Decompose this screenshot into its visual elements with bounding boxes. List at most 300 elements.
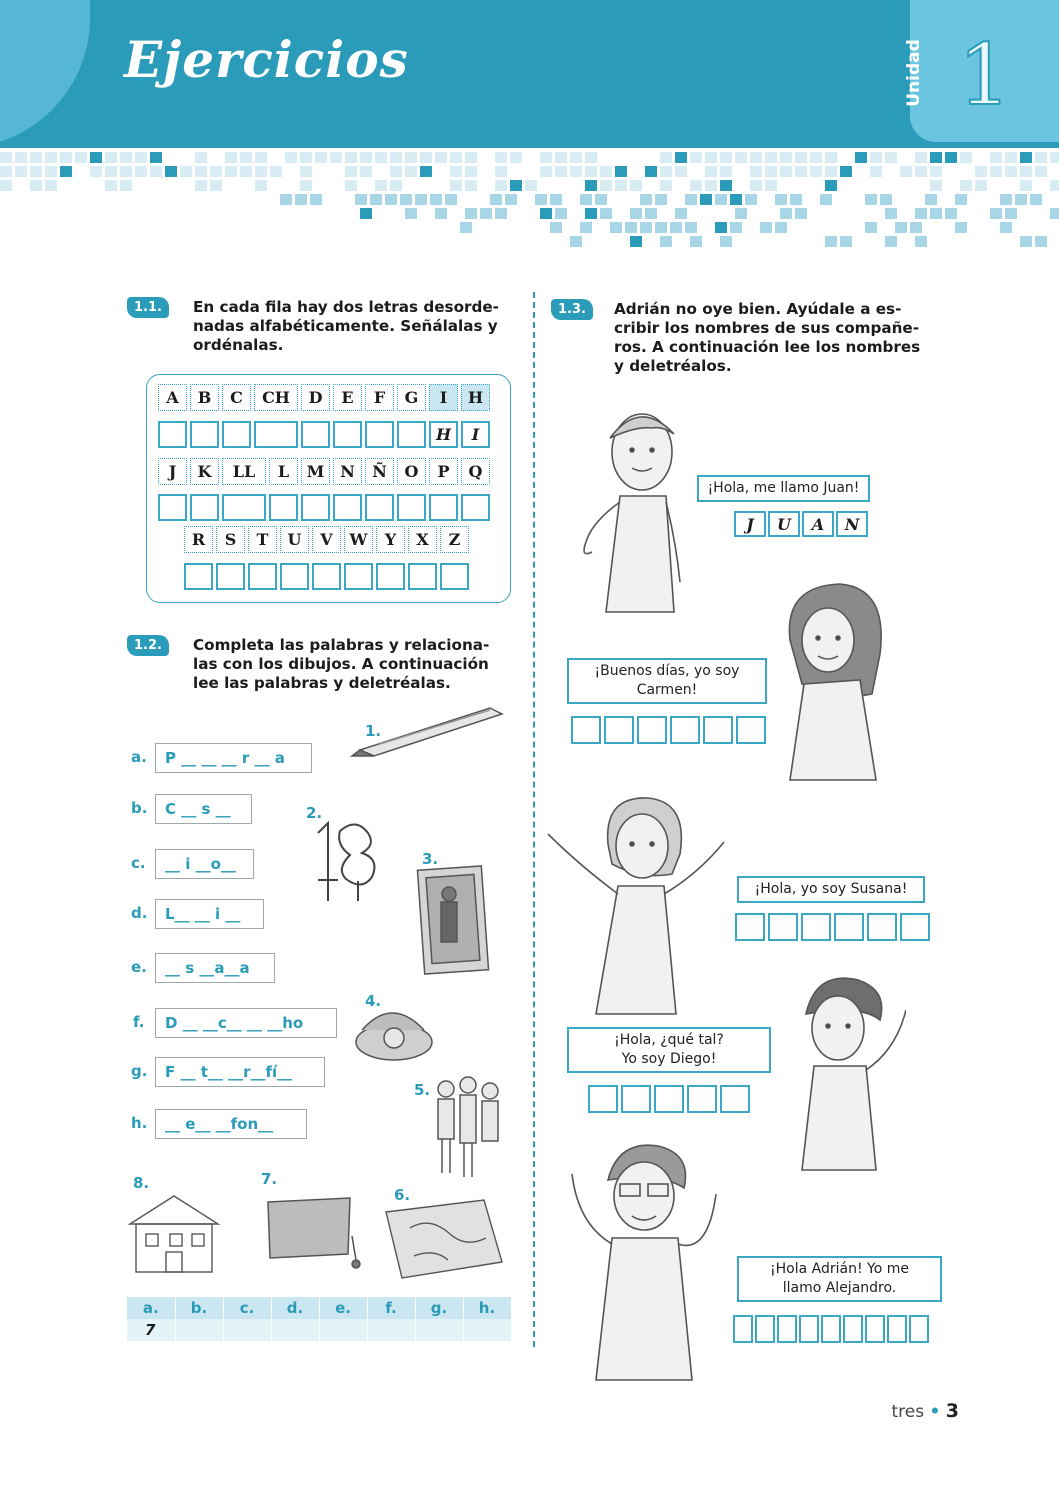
- pixel-square: [915, 236, 927, 247]
- spelling-box[interactable]: [571, 716, 601, 744]
- picture-number: 6.: [394, 1186, 411, 1204]
- spelling-box[interactable]: [621, 1085, 651, 1113]
- pixel-square: [795, 166, 807, 177]
- pixel-square: [360, 166, 372, 177]
- speech-bubble-diego: [567, 1027, 771, 1073]
- answer-box[interactable]: [190, 421, 219, 448]
- pixel-square: [775, 194, 787, 205]
- answer-row-2: [158, 494, 490, 521]
- speech-bubble-susana: [737, 876, 925, 903]
- pixel-square: [925, 194, 937, 205]
- pixel-square: [945, 152, 957, 163]
- pixel-square: [135, 166, 147, 177]
- pixel-square: [460, 222, 472, 233]
- letter-cell: S: [216, 526, 245, 553]
- blackboard-picture: [260, 1196, 370, 1276]
- pixel-square: [405, 166, 417, 177]
- answer-box[interactable]: [158, 494, 187, 521]
- pixel-square: [720, 236, 732, 247]
- pixel-square: [195, 180, 207, 191]
- answer-box[interactable]: [344, 563, 373, 590]
- word-box-f[interactable]: D __ __c__ __ __ho: [155, 1008, 337, 1038]
- pixel-square: [135, 152, 147, 163]
- pixel-square: [505, 194, 517, 205]
- pixel-square: [495, 152, 507, 163]
- pixel-square: [750, 166, 762, 177]
- pixel-square: [690, 180, 702, 191]
- letter-cell: X: [408, 526, 437, 553]
- pixel-square: [780, 208, 792, 219]
- answer-box[interactable]: H: [429, 421, 458, 448]
- pixel-square: [810, 152, 822, 163]
- pixel-square: [370, 194, 382, 205]
- pixel-square: [1035, 166, 1047, 177]
- spelling-box[interactable]: A: [802, 511, 834, 537]
- pixel-square: [630, 180, 642, 191]
- pixel-square: [865, 194, 877, 205]
- pixel-square: [0, 152, 12, 163]
- spelling-boxes-susana: [735, 913, 930, 941]
- letter-cell: T: [248, 526, 277, 553]
- answer-box[interactable]: [376, 563, 405, 590]
- answer-box[interactable]: [254, 421, 298, 448]
- pixel-square: [345, 166, 357, 177]
- spelling-box[interactable]: [900, 913, 930, 941]
- pixel-square: [400, 194, 412, 205]
- answer-box[interactable]: [222, 421, 251, 448]
- spelling-box[interactable]: [801, 913, 831, 941]
- pixel-square: [600, 180, 612, 191]
- pixel-square: [975, 166, 987, 177]
- pixel-square: [720, 166, 732, 177]
- exercise-1-2-instructions: [193, 636, 513, 693]
- letter-cell: Q: [461, 458, 490, 485]
- spelling-boxes-diego: [588, 1085, 750, 1113]
- answer-box[interactable]: [301, 421, 330, 448]
- girl-susana-illustration: [538, 794, 738, 1024]
- answer-box[interactable]: [440, 563, 469, 590]
- spelling-box[interactable]: U: [768, 511, 800, 537]
- pixel-square: [355, 194, 367, 205]
- answer-table-cell[interactable]: 7: [127, 1319, 175, 1341]
- pixel-square: [675, 208, 687, 219]
- pixel-square: [345, 180, 357, 191]
- instruction-line: ordénalas.: [193, 336, 284, 354]
- answer-box[interactable]: [461, 494, 490, 521]
- speech-text: ¡Buenos días, yo soy: [594, 663, 740, 679]
- letter-cell: Y: [376, 526, 405, 553]
- pixel-square: [255, 180, 267, 191]
- speech-text: ¡Hola, yo soy Susana!: [754, 881, 908, 897]
- pixel-square: [765, 180, 777, 191]
- pixel-square: [445, 194, 457, 205]
- word-box-d[interactable]: L__ __ i __: [155, 899, 264, 929]
- pixel-square: [855, 152, 867, 163]
- pixel-square: [360, 208, 372, 219]
- pixel-square: [675, 166, 687, 177]
- exercise-1-3-instructions: [614, 300, 944, 376]
- pixel-square: [210, 166, 222, 177]
- answer-table-cell[interactable]: [223, 1319, 271, 1341]
- pixel-square: [1000, 222, 1012, 233]
- pixel-square: [255, 152, 267, 163]
- letter-cell: M: [301, 458, 330, 485]
- pixel-square: [930, 208, 942, 219]
- pixel-square: [630, 208, 642, 219]
- answer-box[interactable]: I: [461, 421, 490, 448]
- pixel-square: [765, 152, 777, 163]
- pixel-square: [660, 180, 672, 191]
- pixel-square: [915, 166, 927, 177]
- pixel-square: [45, 180, 57, 191]
- pixel-square: [645, 208, 657, 219]
- page-word: tres: [891, 1402, 925, 1422]
- answer-box[interactable]: [312, 563, 341, 590]
- pixel-square: [880, 194, 892, 205]
- answer-box[interactable]: [301, 494, 330, 521]
- word-label-c: c.: [131, 854, 146, 872]
- pixel-square: [45, 166, 57, 177]
- picture-number: 5.: [414, 1081, 431, 1099]
- pixel-square: [760, 222, 772, 233]
- exercise-1-1-instructions: [193, 298, 513, 355]
- spelling-box[interactable]: [733, 1315, 753, 1343]
- pixel-square: [750, 152, 762, 163]
- answer-table-cell[interactable]: [319, 1319, 367, 1341]
- pixel-square: [495, 208, 507, 219]
- pixel-square: [730, 194, 742, 205]
- page-header: [0, 0, 1059, 148]
- letter-cell: U: [280, 526, 309, 553]
- spelling-box[interactable]: [755, 1315, 775, 1343]
- pixel-square: [195, 152, 207, 163]
- pixel-square: [810, 166, 822, 177]
- answer-box[interactable]: [333, 421, 362, 448]
- letter-cell: B: [190, 384, 219, 411]
- unit-label: Unidad: [904, 39, 924, 107]
- spelling-box[interactable]: [654, 1085, 684, 1113]
- pixel-square: [510, 180, 522, 191]
- spelling-box[interactable]: [867, 913, 897, 941]
- pixel-square: [705, 166, 717, 177]
- pixel-square: [300, 166, 312, 177]
- speech-bubble-alejandro: [737, 1256, 942, 1302]
- answer-table: [127, 1297, 512, 1341]
- instruction-line: y deletréalos.: [614, 357, 732, 375]
- pixel-square: [870, 152, 882, 163]
- pixel-square: [435, 208, 447, 219]
- spelling-box[interactable]: [720, 1085, 750, 1113]
- pixel-square: [1020, 180, 1032, 191]
- answer-box[interactable]: [397, 494, 426, 521]
- pixel-square: [730, 222, 742, 233]
- pixel-square: [930, 152, 942, 163]
- pixel-square: [715, 222, 727, 233]
- exercise-badge-1-3: 1.3.: [551, 299, 593, 320]
- word-label-h: h.: [131, 1114, 148, 1132]
- answer-table-header-cell: a.: [127, 1297, 175, 1319]
- pixel-square: [1005, 152, 1017, 163]
- boy-juan-illustration: [570, 402, 700, 632]
- pixel-square: [555, 152, 567, 163]
- speech-text: ¡Hola Adrián! Yo me: [770, 1261, 909, 1277]
- pixel-square: [195, 166, 207, 177]
- pen-picture: [350, 698, 510, 758]
- answer-box[interactable]: [408, 563, 437, 590]
- pixel-square: [550, 222, 562, 233]
- speech-text: llamo Alejandro.: [782, 1280, 897, 1296]
- column-divider: [533, 292, 535, 1347]
- word-box-b[interactable]: C __ s __: [155, 794, 252, 824]
- pixel-square: [615, 180, 627, 191]
- pixel-square: [15, 166, 27, 177]
- picture-number: 4.: [365, 992, 382, 1010]
- pixel-square: [105, 166, 117, 177]
- pixel-square: [405, 152, 417, 163]
- spelling-box[interactable]: [799, 1315, 819, 1343]
- answer-table-header-cell: g.: [415, 1297, 463, 1319]
- instruction-line: lee las palabras y deletréalas.: [193, 674, 451, 692]
- pixel-square: [750, 180, 762, 191]
- spelling-box[interactable]: [588, 1085, 618, 1113]
- pixel-square: [540, 152, 552, 163]
- pixel-square: [840, 236, 852, 247]
- pixel-square: [180, 166, 192, 177]
- spelling-box[interactable]: [777, 1315, 797, 1343]
- pixel-square: [1005, 208, 1017, 219]
- instruction-line: Completa las palabras y relaciona-: [193, 636, 490, 654]
- answer-box[interactable]: [365, 494, 394, 521]
- answer-box[interactable]: [429, 494, 458, 521]
- answer-box[interactable]: [184, 563, 213, 590]
- pixel-square: [610, 222, 622, 233]
- answer-box[interactable]: [333, 494, 362, 521]
- pixel-square: [1035, 236, 1047, 247]
- pixel-square: [790, 194, 802, 205]
- letter-cell: V: [312, 526, 341, 553]
- instruction-line: En cada fila hay dos letras desorde-: [193, 298, 499, 316]
- answer-box[interactable]: [365, 421, 394, 448]
- pixel-square: [580, 194, 592, 205]
- speech-text: Carmen!: [636, 682, 698, 698]
- picture-number: 7.: [261, 1170, 278, 1188]
- answer-table-cell[interactable]: [463, 1319, 511, 1341]
- pixel-square: [675, 152, 687, 163]
- pixel-square: [870, 166, 882, 177]
- spelling-box[interactable]: J: [734, 511, 766, 537]
- picture-number: 8.: [133, 1174, 150, 1192]
- pixel-square: [885, 152, 897, 163]
- pixel-square: [780, 166, 792, 177]
- pixel-square: [945, 208, 957, 219]
- pixel-square: [885, 208, 897, 219]
- spelling-box[interactable]: [834, 913, 864, 941]
- spelling-box[interactable]: [843, 1315, 863, 1343]
- boy-diego-illustration: [776, 970, 906, 1180]
- letter-cell: F: [365, 384, 394, 411]
- word-label-e: e.: [131, 958, 147, 976]
- pixel-square: [825, 152, 837, 163]
- answer-table-cell[interactable]: [415, 1319, 463, 1341]
- pixel-square: [375, 152, 387, 163]
- pixel-square: [255, 166, 267, 177]
- pixel-square: [120, 152, 132, 163]
- pixel-square: [240, 152, 252, 163]
- spelling-boxes-juan: [734, 511, 868, 537]
- pixel-square: [225, 152, 237, 163]
- pixel-square: [655, 222, 667, 233]
- pixel-square: [585, 152, 597, 163]
- word-box-h[interactable]: __ e__ __fon__: [155, 1109, 307, 1139]
- spelling-box[interactable]: [670, 716, 700, 744]
- pixel-square: [700, 194, 712, 205]
- pixel-square: [555, 166, 567, 177]
- word-label-a: a.: [131, 748, 147, 766]
- answer-box[interactable]: [216, 563, 245, 590]
- pixel-square: [570, 166, 582, 177]
- pixel-square: [840, 166, 852, 177]
- answer-table-header-cell: e.: [319, 1297, 367, 1319]
- answer-box[interactable]: [397, 421, 426, 448]
- speech-bubble-carmen: [567, 658, 767, 704]
- pixel-square: [165, 166, 177, 177]
- instruction-line: cribir los nombres de sus compañe-: [614, 319, 920, 337]
- instruction-line: ros. A continuación lee los nombres: [614, 338, 921, 356]
- pixel-square: [660, 152, 672, 163]
- spelling-box[interactable]: [687, 1085, 717, 1113]
- pixel-square: [715, 194, 727, 205]
- map-picture: [380, 1198, 510, 1282]
- header-decoration: [0, 0, 90, 148]
- pixel-square: [225, 166, 237, 177]
- pixel-square: [955, 222, 967, 233]
- pixel-square: [150, 166, 162, 177]
- pixel-decoration-band: [0, 148, 1059, 258]
- pixel-square: [490, 194, 502, 205]
- pixel-square: [825, 236, 837, 247]
- pixel-square: [420, 152, 432, 163]
- spelling-box[interactable]: [604, 716, 634, 744]
- page-title: Ejercicios: [124, 30, 409, 89]
- pixel-square: [105, 152, 117, 163]
- pixel-square: [525, 180, 537, 191]
- pixel-square: [990, 152, 1002, 163]
- word-label-d: d.: [131, 904, 148, 922]
- spelling-box[interactable]: [821, 1315, 841, 1343]
- answer-table-cell[interactable]: [271, 1319, 319, 1341]
- pixel-square: [570, 236, 582, 247]
- pixel-square: [975, 180, 987, 191]
- pixel-square: [645, 166, 657, 177]
- instruction-line: nadas alfabéticamente. Señálalas y: [193, 317, 498, 335]
- pixel-square: [765, 166, 777, 177]
- pixel-square: [930, 166, 942, 177]
- pixel-square: [640, 222, 652, 233]
- answer-box[interactable]: [248, 563, 277, 590]
- boy-alejandro-illustration: [552, 1140, 732, 1390]
- spelling-box[interactable]: [703, 716, 733, 744]
- pixel-square: [120, 166, 132, 177]
- house-picture: [118, 1188, 228, 1278]
- pixel-square: [990, 208, 1002, 219]
- letter-cell: CH: [254, 384, 298, 411]
- pixel-square: [735, 152, 747, 163]
- answer-box[interactable]: [280, 563, 309, 590]
- letter-row-1: [158, 384, 490, 411]
- pixel-square: [720, 152, 732, 163]
- spelling-box[interactable]: N: [836, 511, 868, 537]
- letter-row-3: [184, 526, 469, 553]
- pixel-square: [990, 166, 1002, 177]
- pixel-square: [1020, 152, 1032, 163]
- pixel-square: [75, 152, 87, 163]
- spelling-box[interactable]: [865, 1315, 885, 1343]
- pixel-square: [915, 152, 927, 163]
- pixel-square: [1020, 236, 1032, 247]
- pixel-square: [510, 152, 522, 163]
- pixel-square: [685, 194, 697, 205]
- pixel-square: [285, 152, 297, 163]
- pixel-square: [120, 180, 132, 191]
- pixel-square: [960, 152, 972, 163]
- answer-box[interactable]: [222, 494, 266, 521]
- pixel-square: [450, 152, 462, 163]
- pixel-square: [670, 222, 682, 233]
- speech-text: ¡Hola, ¿qué tal?: [614, 1032, 724, 1048]
- letter-cell: C: [222, 384, 251, 411]
- spelling-box[interactable]: [768, 913, 798, 941]
- pixel-square: [30, 180, 42, 191]
- pixel-square: [30, 166, 42, 177]
- spelling-box[interactable]: [637, 716, 667, 744]
- telephone-picture: [352, 1000, 434, 1064]
- pixel-square: [465, 166, 477, 177]
- spelling-box[interactable]: [887, 1315, 907, 1343]
- answer-box[interactable]: [158, 421, 187, 448]
- letter-cell: K: [190, 458, 219, 485]
- answer-box[interactable]: [190, 494, 219, 521]
- word-box-a[interactable]: P __ __ __ r __ a: [155, 743, 312, 773]
- word-box-g[interactable]: F __ t__ __r__fí__: [155, 1057, 325, 1087]
- answer-table-header-cell: h.: [463, 1297, 511, 1319]
- spelling-box[interactable]: [735, 913, 765, 941]
- pixel-square: [885, 236, 897, 247]
- pixel-square: [465, 152, 477, 163]
- answer-box[interactable]: [269, 494, 298, 521]
- word-box-c[interactable]: __ i __o__: [155, 849, 254, 879]
- pixel-square: [450, 180, 462, 191]
- pixel-square: [640, 194, 652, 205]
- word-box-e[interactable]: __ s __a__a: [155, 953, 275, 983]
- answer-table-cell[interactable]: [367, 1319, 415, 1341]
- spelling-box[interactable]: [909, 1315, 929, 1343]
- answer-table-cell[interactable]: [175, 1319, 223, 1341]
- pixel-square: [660, 166, 672, 177]
- letter-cell: R: [184, 526, 213, 553]
- spelling-box[interactable]: [736, 716, 766, 744]
- letter-cell: J: [158, 458, 187, 485]
- girl-carmen-illustration: [764, 580, 894, 790]
- pixel-square: [465, 180, 477, 191]
- instruction-line: Adrián no oye bien. Ayúdale a es-: [614, 300, 902, 318]
- pixel-square: [30, 152, 42, 163]
- pixel-square: [735, 208, 747, 219]
- birthday-candles-picture: [300, 815, 390, 905]
- pixel-square: [1015, 194, 1027, 205]
- footer-separator-dot: •: [929, 1402, 941, 1422]
- letter-cell: N: [333, 458, 362, 485]
- word-label-b: b.: [131, 799, 148, 817]
